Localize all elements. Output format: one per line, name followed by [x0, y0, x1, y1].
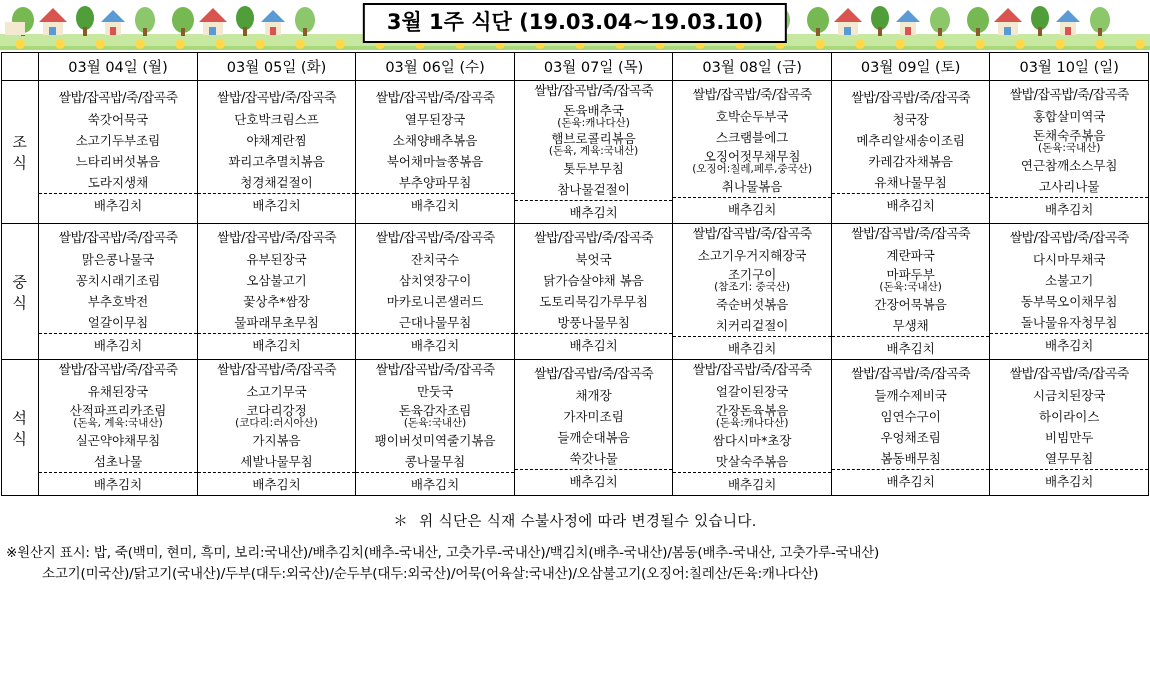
dish: 하이라이스	[1039, 408, 1100, 424]
day-header-mon: 03월 04일 (월)	[39, 53, 198, 81]
cell-dinner-fri	[673, 360, 832, 496]
table-header-row	[2, 53, 1149, 81]
cell-lunch-mon	[39, 224, 198, 360]
dish: 열무된장국	[404, 112, 466, 127]
dish: 가자미조림	[563, 408, 624, 424]
dish: 팽이버섯미역줄기볶음	[374, 433, 496, 448]
dish: 실곤약야채무침	[75, 433, 161, 448]
dish-kimchi: 배추김치	[356, 333, 514, 356]
dish: 죽순버섯볶음	[715, 297, 789, 312]
dish: 호박순두부국	[715, 108, 789, 124]
dish: 도토리묵김가루무침	[539, 293, 648, 309]
dish-name: 오징어젓무채무침	[703, 148, 801, 164]
dish-origin: (돈육:캐나다산)	[557, 117, 630, 129]
dish: 소고기우거지해장국	[697, 248, 807, 263]
dish: 청경채겉절이	[240, 175, 313, 190]
dish: 잔치국수	[410, 251, 460, 267]
dish-name: 코다리강정	[246, 403, 307, 418]
dish: 메추리알새송이조림	[856, 133, 965, 148]
day-header-tue: 03월 05일 (화)	[197, 53, 356, 81]
cell-dinner-tue	[197, 360, 356, 496]
dish: 콩나물무침	[404, 454, 466, 469]
dish-kimchi: 배추김치	[832, 193, 990, 216]
meal-label-lunch-bottom: 식	[12, 293, 28, 312]
dish: 카레감자채볶음	[868, 154, 953, 169]
dish-origin: (돈육:캐나다산)	[715, 417, 789, 429]
dish-origin: (돈육:국내산)	[403, 417, 467, 429]
origin-line-2: 소고기(미국산)/닭고기(국내산)/두부(대두:외국산)/순두부(대두:외국산)/어묵(어육살:국내산)/오삼불고기(오징어:칠레산/돈육:캐나다산)	[42, 566, 819, 582]
dish-kimchi: 배추김치	[39, 333, 197, 356]
dish-name: 돈육감자조림	[398, 403, 472, 418]
dish: 동부묵오이채무침	[1020, 293, 1118, 309]
day-header-sat: 03월 09일 (토)	[831, 53, 990, 81]
dish-name: 햄브로콜리볶음	[551, 131, 636, 146]
dish: 비빔만두	[1045, 429, 1094, 445]
page-title: 3월 1주 식단 (19.03.04~19.03.10)	[386, 10, 764, 34]
dish: 느타리버섯볶음	[75, 154, 161, 169]
dish-kimchi: 배추김치	[39, 472, 197, 495]
meal-label-breakfast	[2, 81, 39, 224]
dish: 얼갈이된장국	[715, 384, 789, 399]
dish: 시금치된장국	[1032, 387, 1106, 403]
cell-breakfast-wed	[356, 81, 515, 224]
cell-breakfast-sun	[990, 81, 1149, 224]
dish: 무생채	[892, 318, 929, 333]
dish-kimchi: 배추김치	[990, 197, 1148, 220]
dish-kimchi: 배추김치	[673, 197, 831, 220]
dish: 얼갈이무침	[87, 314, 149, 330]
dish-rice: 쌀밥/잡곡밥/죽/잡곡죽	[375, 91, 495, 106]
dish: 채개장	[575, 387, 612, 403]
dish: 꽁치시래기조림	[75, 272, 161, 288]
cell-dinner-sun	[990, 360, 1149, 496]
dish-rice: 쌀밥/잡곡밥/죽/잡곡죽	[851, 91, 971, 106]
dish: 맑은콩나물국	[81, 251, 155, 267]
cell-breakfast-tue	[197, 81, 356, 224]
header-band	[0, 0, 1150, 52]
dish-rice: 쌀밥/잡곡밥/죽/잡곡죽	[58, 363, 178, 378]
dish	[515, 102, 673, 130]
origin-line-1: ※원산지 표시: 밥, 죽(백미, 현미, 흑미, 보리:국내산)/배추김치(배추-국내산, 고춧가루-국내산)/백김치(배추-국내산)/봄동(배추-국내산, 고춧가루-국내산)	[6, 545, 880, 561]
dish-kimchi: 배추김치	[515, 333, 673, 356]
dish-kimchi: 배추김치	[673, 472, 831, 495]
dish	[515, 130, 673, 158]
dish: 열무무침	[1045, 450, 1094, 466]
dish: 계란파국	[886, 248, 935, 263]
dish: 소고기두부조림	[75, 133, 161, 148]
dish: 닭가슴살야채 볶음	[543, 272, 644, 288]
dish: 돌나물유자청무침	[1020, 314, 1118, 330]
dish: 스크램블에그	[715, 129, 789, 145]
dish-rice: 쌀밥/잡곡밥/죽/잡곡죽	[58, 230, 178, 246]
meal-label-breakfast-bottom: 식	[12, 154, 28, 172]
dish-rice: 쌀밥/잡곡밥/죽/잡곡죽	[1009, 230, 1129, 246]
dish-kimchi: 배추김치	[673, 336, 831, 359]
star-icon: ＊	[393, 514, 409, 530]
dish: 섬초나물	[93, 454, 143, 469]
menu-table	[1, 52, 1149, 496]
day-header-thu: 03월 07일 (목)	[514, 53, 673, 81]
dish: 우엉채조림	[880, 429, 941, 445]
dish	[673, 266, 831, 294]
cell-dinner-wed	[356, 360, 515, 496]
cell-dinner-sat	[831, 360, 990, 496]
day-header-fri: 03월 08일 (금)	[673, 53, 832, 81]
dish: 소불고기	[1045, 272, 1094, 288]
dish-rice: 쌀밥/잡곡밥/죽/잡곡죽	[692, 363, 812, 378]
dish-kimchi: 배추김치	[832, 336, 990, 359]
dish-kimchi: 배추김치	[198, 333, 356, 356]
dish: 톳두부무침	[563, 161, 624, 176]
dish-kimchi: 배추김치	[356, 472, 514, 495]
dish: 물파래무초무침	[234, 314, 319, 330]
table-row-dinner	[2, 360, 1149, 496]
dish: 부추양파무침	[398, 175, 472, 190]
dish-kimchi: 배추김치	[356, 193, 514, 216]
day-header-sun: 03월 10일 (일)	[990, 53, 1149, 81]
dish: 쌈다시마*초장	[712, 433, 792, 448]
dish: 임연수구이	[880, 408, 941, 424]
dish-rice: 쌀밥/잡곡밥/죽/잡곡죽	[534, 230, 654, 246]
dish: 방풍나물무침	[557, 314, 630, 330]
dish-origin: (돈육:국내산)	[1037, 141, 1101, 154]
cell-dinner-thu	[514, 360, 673, 496]
cell-lunch-sun	[990, 224, 1149, 360]
dish: 취나물볶음	[721, 178, 783, 194]
origin-notice	[0, 543, 1150, 585]
dish: 북어채마늘쫑볶음	[386, 154, 484, 169]
table-row-lunch	[2, 224, 1149, 360]
dish-origin: (돈육, 계육:국내산)	[548, 145, 639, 157]
cell-breakfast-sat	[831, 81, 990, 224]
dish-kimchi: 배추김치	[515, 469, 673, 492]
dish	[198, 402, 356, 430]
dish-name: 간장돈육볶음	[715, 403, 789, 418]
dish-origin: (참조기: 중국산)	[714, 281, 791, 293]
meal-label-dinner-bottom: 식	[12, 429, 28, 448]
dish: 쑥갓나물	[569, 450, 618, 466]
dish-rice: 쌀밥/잡곡밥/죽/잡곡죽	[375, 363, 495, 378]
dish-name: 마파두부	[886, 267, 935, 282]
dish	[673, 148, 831, 176]
dish: 만둣국	[416, 384, 454, 399]
dish: 참나물겉절이	[557, 182, 630, 197]
day-header-wed: 03월 06일 (수)	[356, 53, 515, 81]
dish-kimchi: 배추김치	[990, 333, 1148, 356]
dish: 꽈리고추멸치볶음	[228, 154, 325, 169]
dish: 간장어묵볶음	[874, 297, 947, 312]
dish: 홍합살미역국	[1032, 108, 1106, 124]
dish	[39, 402, 197, 430]
dish-rice: 쌀밥/잡곡밥/죽/잡곡죽	[217, 363, 337, 378]
dish-rice: 쌀밥/잡곡밥/죽/잡곡죽	[217, 230, 337, 246]
cell-lunch-wed	[356, 224, 515, 360]
dish: 유부된장국	[246, 251, 307, 267]
dish: 청국장	[892, 112, 929, 127]
dish: 치커리겉절이	[715, 318, 789, 333]
dish: 꽃상추*쌈장	[243, 293, 310, 309]
dish-kimchi: 배추김치	[990, 469, 1148, 492]
page-title-box	[363, 3, 787, 43]
corner-cell	[2, 53, 39, 81]
dish: 세발나물무침	[240, 454, 313, 469]
cell-lunch-fri	[673, 224, 832, 360]
dish-kimchi: 배추김치	[198, 193, 356, 216]
dish: 근대나물무침	[398, 314, 472, 330]
dish-rice: 쌀밥/잡곡밥/죽/잡곡죽	[534, 366, 654, 382]
dish-rice: 쌀밥/잡곡밥/죽/잡곡죽	[375, 230, 495, 246]
dish-rice: 쌀밥/잡곡밥/죽/잡곡죽	[692, 87, 812, 103]
dish: 유채나물무침	[874, 175, 947, 190]
dish: 도라지생채	[87, 175, 149, 190]
dish	[990, 127, 1148, 155]
dish: 야채계란찜	[246, 133, 307, 148]
dish-origin: (돈육:국내산)	[879, 281, 942, 293]
dish-origin: (코다리:러시아산)	[235, 417, 318, 429]
dish: 연근참깨소스무침	[1020, 157, 1118, 173]
meal-label-lunch-top: 중	[12, 272, 28, 291]
dish-rice: 쌀밥/잡곡밥/죽/잡곡죽	[692, 227, 812, 242]
dish: 소채양배추볶음	[392, 133, 478, 148]
dish: 봄동배무침	[880, 450, 941, 466]
dish: 다시마무채국	[1032, 251, 1106, 267]
cell-lunch-sat	[831, 224, 990, 360]
dish: 쑥갓어묵국	[87, 112, 149, 127]
dish-kimchi: 배추김치	[39, 193, 197, 216]
dish-rice: 쌀밥/잡곡밥/죽/잡곡죽	[534, 84, 654, 99]
dish	[832, 266, 990, 294]
dish: 단호박크림스프	[234, 112, 319, 127]
dish	[673, 402, 831, 430]
dish-rice: 쌀밥/잡곡밥/죽/잡곡죽	[1009, 87, 1129, 103]
cell-breakfast-thu	[514, 81, 673, 224]
cell-lunch-thu	[514, 224, 673, 360]
dish-kimchi: 배추김치	[832, 469, 990, 492]
dish-name: 조기구이	[727, 267, 777, 282]
dish: 소고기무국	[246, 384, 307, 399]
dish-rice: 쌀밥/잡곡밥/죽/잡곡죽	[217, 91, 337, 106]
dish: 부추호박전	[87, 293, 149, 309]
change-notice-text: 위 식단은 식재 수불사정에 따라 변경될수 있습니다.	[419, 514, 757, 530]
dish-name: 산적파프리카조림	[69, 403, 167, 418]
dish-origin: (오징어:칠레,페루,중국산)	[692, 162, 813, 175]
dish-rice: 쌀밥/잡곡밥/죽/잡곡죽	[1009, 366, 1129, 382]
cell-breakfast-fri	[673, 81, 832, 224]
dish: 마카로니콘샐러드	[386, 293, 484, 309]
dish-rice: 쌀밥/잡곡밥/죽/잡곡죽	[851, 227, 971, 242]
table-row-breakfast	[2, 81, 1149, 224]
dish: 가지볶음	[252, 433, 301, 448]
meal-label-dinner-top: 석	[12, 408, 28, 427]
dish: 고사리나물	[1039, 178, 1100, 194]
dish-kimchi: 배추김치	[515, 200, 673, 223]
meal-label-dinner	[2, 360, 39, 496]
dish: 유채된장국	[87, 384, 149, 399]
dish-name: 돈채숙주볶음	[1032, 127, 1106, 143]
change-notice	[0, 510, 1150, 531]
dish-kimchi: 배추김치	[198, 472, 356, 495]
cell-dinner-mon	[39, 360, 198, 496]
dish: 들깨수제비국	[874, 387, 947, 403]
dish-rice: 쌀밥/잡곡밥/죽/잡곡죽	[58, 91, 178, 106]
dish: 맛살숙주볶음	[715, 454, 789, 469]
meal-label-lunch	[2, 224, 39, 360]
dish-rice: 쌀밥/잡곡밥/죽/잡곡죽	[851, 366, 971, 382]
cell-breakfast-mon	[39, 81, 198, 224]
dish: 오삼불고기	[246, 272, 307, 288]
cell-lunch-tue	[197, 224, 356, 360]
dish-origin: (돈육, 계육:국내산)	[73, 417, 163, 429]
dish-name: 돈육배추국	[563, 103, 624, 118]
dish: 삼치엿장구이	[398, 272, 472, 288]
dish: 들깨순대볶음	[557, 429, 630, 445]
dish: 북엇국	[575, 251, 612, 267]
dish	[356, 402, 514, 430]
meal-label-breakfast-top: 조	[12, 133, 28, 151]
